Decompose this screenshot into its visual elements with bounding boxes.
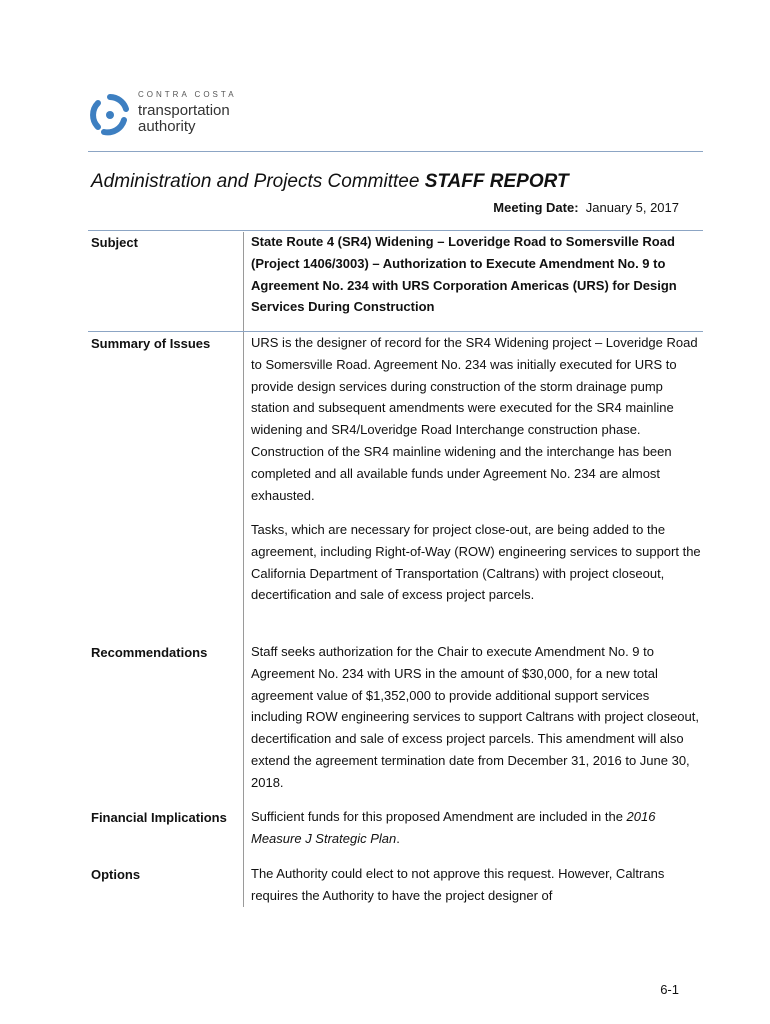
summary-label: Summary of Issues <box>91 336 211 351</box>
logo-line-2-3 <box>138 103 230 135</box>
subject-label: Subject <box>91 235 138 250</box>
financial-text-before: Sufficient funds for this proposed Amendment are included in the <box>251 809 627 824</box>
financial-text <box>251 806 703 850</box>
logo-line-1: CONTRA COSTA <box>138 90 237 99</box>
logo-line-2: transportation <box>138 102 230 119</box>
recommendations-label: Recommendations <box>91 645 208 660</box>
meeting-date <box>493 200 679 215</box>
page-title <box>91 171 569 193</box>
title-bold: STAFF REPORT <box>424 171 569 192</box>
options-text: The Authority could elect to not approve this request. However, Caltrans requires the Authority to have the project designer of <box>251 866 665 903</box>
meeting-date-value: January 5, 2017 <box>585 200 679 215</box>
logo-line-3: authority <box>138 118 196 135</box>
authority-logo <box>90 90 250 140</box>
title-italic: Administration and Projects Committee <box>91 171 425 192</box>
financial-text-after: . <box>396 830 400 846</box>
page-number: 6-1 <box>660 982 679 997</box>
financial-text-italic: 2016 Measure J Strategic Plan <box>251 809 656 846</box>
financial-label: Financial Implications <box>91 810 227 825</box>
options-label: Options <box>91 867 141 882</box>
recommendations-text: Staff seeks authorization for the Chair to execute Amendment No. 9 to Agreement No. 234 with URS in the amount of $30,000, for a new total agreement value of $1,352,000 to provide additional support services including ROW engineering services to support Caltrans with project closeout, decertification and sale of excess project parcels. This amendment will also extend the agreement termination date from December 31, 2016 to June 30, 2018. <box>251 644 699 790</box>
summary-paragraph-2: Tasks, which are necessary for project close-out, are being added to the agreement, including Right-of-Way (ROW) engineering services to support the California Department of Transportation (Caltrans) with project closeout, decertification and sale of excess project parcels. <box>251 522 701 603</box>
header-rule <box>88 151 703 152</box>
column-divider <box>243 232 244 907</box>
subject-text: State Route 4 (SR4) Widening – Loveridge Road to Somersville Road (Project 1406/3003) – Authorization to Execute Amendment No. 9 to Agreement No. 234 with URS Corporation Americas (URS) for Design Services During Construction <box>251 234 677 315</box>
meeting-date-label: Meeting Date: <box>493 200 579 215</box>
logo-mark-icon <box>90 94 130 136</box>
summary-paragraph-1: URS is the designer of record for the SR4 Widening project – Loveridge Road to Somersville Road. Agreement No. 234 was initially executed for URS to provide design services during construction of the storm drainage pump station and subsequent amendments were executed for the SR4 mainline widening and SR4/Loveridge Road Interchange construction phase. Construction of the SR4 mainline widening and the interchange has been completed and all available funds under Agreement No. 234 are almost exhausted. <box>251 335 698 503</box>
